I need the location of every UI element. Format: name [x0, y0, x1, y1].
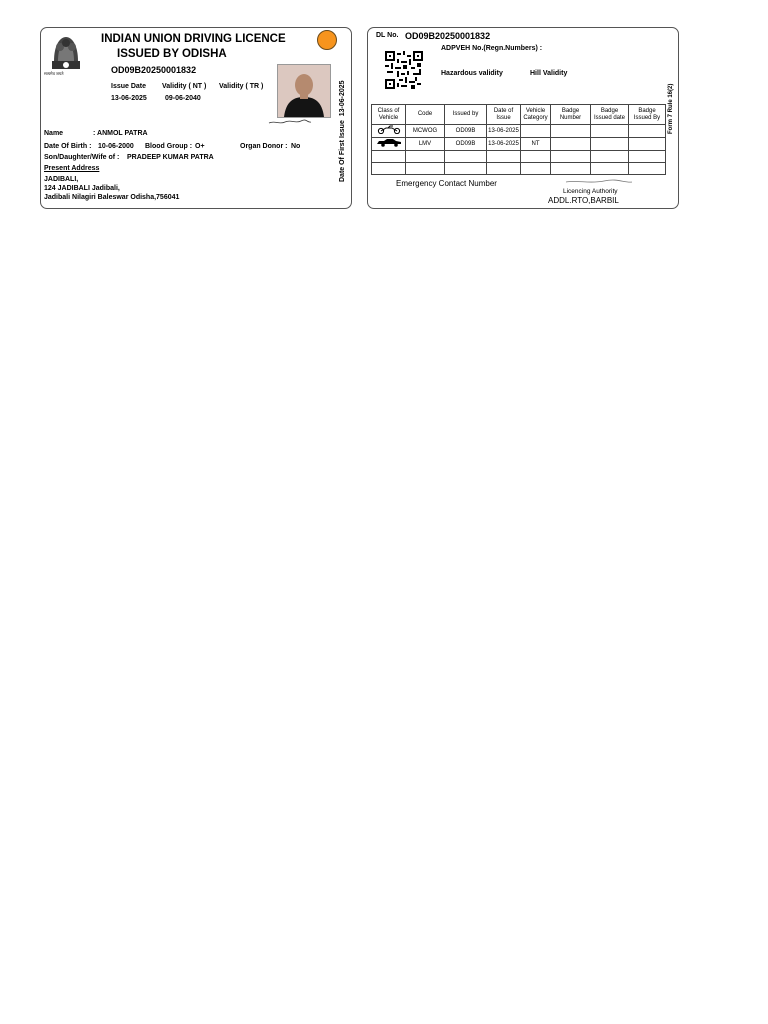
- hazardous-label: Hazardous validity: [441, 70, 503, 77]
- dl-label: DL No.: [376, 32, 399, 39]
- name-label: Name: [44, 130, 64, 137]
- row-badge-by: [629, 138, 666, 151]
- row-badge-by: [629, 125, 666, 138]
- col-date-of-issue: Date of Issue: [487, 105, 521, 125]
- row-badge-date: [591, 138, 629, 151]
- adpveh-label: ADPVEH No.(Regn.Numbers) :: [441, 45, 543, 52]
- row-code: MCWOG: [406, 125, 445, 138]
- organ-donor-value: No: [291, 143, 301, 150]
- licence-title: INDIAN UNION DRIVING LICENCE: [101, 33, 286, 45]
- back-dl-number: OD09B20250001832: [405, 31, 491, 41]
- orange-dot-icon: [317, 30, 337, 50]
- dob-label: Date Of Birth :: [44, 143, 92, 150]
- dob-value: 10-06-2000: [98, 143, 134, 150]
- authority-signature-icon: [564, 179, 634, 185]
- emergency-contact-label: Emergency Contact Number: [396, 179, 497, 188]
- first-issue: [339, 80, 346, 182]
- table-row-empty: [372, 151, 666, 163]
- issue-date-label: Issue Date: [111, 83, 147, 90]
- first-issue-label: Date Of First Issue: [339, 120, 346, 182]
- col-badge-issued-date: Badge Issued date: [591, 105, 629, 125]
- address-line-1: JADIBALI,: [44, 176, 79, 183]
- col-issued-by: Issued by: [445, 105, 487, 125]
- licence-issuer: ISSUED BY ODISHA: [117, 48, 227, 60]
- col-vehicle-category: Vehicle Category: [521, 105, 551, 125]
- relation-value: PRADEEP KUMAR PATRA: [127, 154, 214, 161]
- signature-icon: [267, 118, 313, 126]
- licence-back-card: [367, 27, 679, 209]
- row-date: 13-06-2025: [487, 138, 521, 151]
- emblem-caption: सत्यमेव जयते: [44, 71, 64, 76]
- row-badge-date: [591, 125, 629, 138]
- validity-nt-label: Validity ( NT ): [162, 83, 207, 90]
- row-category: [521, 125, 551, 138]
- qr-code-icon: [385, 51, 423, 89]
- validity-nt-value: 09-06-2040: [165, 95, 201, 102]
- organ-donor-label: Organ Donor :: [240, 143, 288, 150]
- hill-label: Hill Validity: [530, 70, 568, 77]
- blood-group-value: O+: [195, 143, 205, 150]
- table-row-empty: [372, 163, 666, 175]
- relation-label: Son/Daughter/Wife of :: [44, 154, 120, 161]
- table-header-row: [372, 105, 666, 125]
- vehicle-class-table: [371, 104, 666, 175]
- name-value: : ANMOL PATRA: [93, 130, 148, 137]
- licence-front-card: [40, 27, 352, 209]
- blood-group-label: Blood Group :: [145, 143, 193, 150]
- col-code: Code: [406, 105, 445, 125]
- form-label: Form 7 Rule 16(2): [668, 83, 674, 134]
- car-icon: [376, 138, 402, 147]
- row-code: LMV: [406, 138, 445, 151]
- first-issue-date: 13-06-2025: [339, 80, 346, 117]
- col-badge-issued-by: Badge Issued By: [629, 105, 666, 125]
- licensing-authority-label: Licencing Authority: [563, 188, 618, 195]
- motorcycle-icon: [376, 125, 402, 134]
- row-badge-number: [551, 138, 591, 151]
- table-row: [372, 125, 666, 138]
- row-category: NT: [521, 138, 551, 151]
- address-line-2: 124 JADIBALI Jadibali,: [44, 185, 120, 192]
- col-badge-number: Badge Number: [551, 105, 591, 125]
- dl-number: OD09B20250001832: [111, 65, 197, 75]
- address-line-3: Jadibali Nilagiri Baleswar Odisha,756041: [44, 194, 180, 201]
- licensing-authority-value: ADDL.RTO,BARBIL: [548, 196, 619, 205]
- holder-photo: [277, 64, 331, 118]
- row-badge-number: [551, 125, 591, 138]
- row-issued-by: OD09B: [445, 125, 487, 138]
- address-label: Present Address: [44, 165, 100, 172]
- row-date: 13-06-2025: [487, 125, 521, 138]
- row-issued-by: OD09B: [445, 138, 487, 151]
- table-row: [372, 138, 666, 151]
- validity-tr-label: Validity ( TR ): [219, 83, 264, 90]
- issue-date-value: 13-06-2025: [111, 95, 147, 102]
- col-class-of-vehicle: Class of Vehicle: [372, 105, 406, 125]
